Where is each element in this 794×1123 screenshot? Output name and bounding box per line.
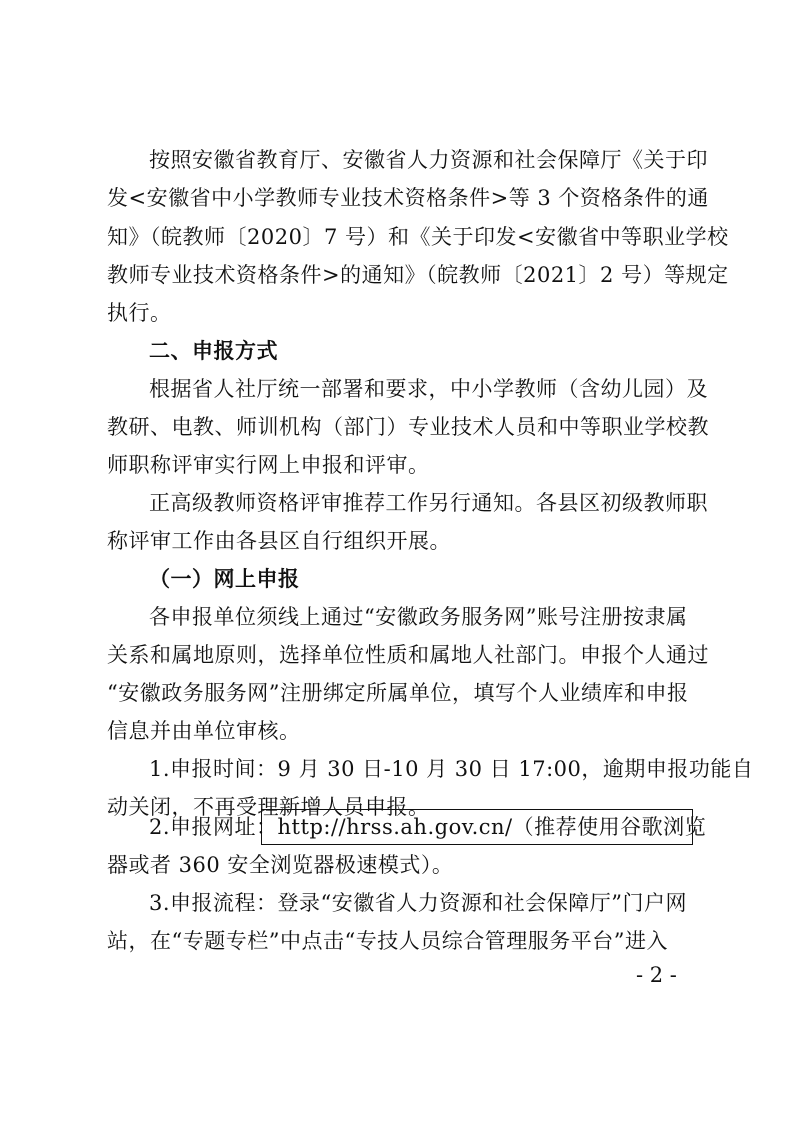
page-number: - 2 - <box>636 963 677 987</box>
list-item-text: 动关闭，不再受理新增人员申报。 <box>107 795 430 819</box>
body-text: 师职称评审实行网上申报和评审。 <box>107 453 430 477</box>
list-item-text: 3.申报流程：登录“安徽省人力资源和社会保障厅”门户网 <box>149 891 688 915</box>
list-item-text: 器或者 360 安全浏览器极速模式）。 <box>107 853 454 877</box>
body-text: 称评审工作由各县区自行组织开展。 <box>107 529 451 553</box>
section-heading: 二、申报方式 <box>149 339 278 363</box>
list-item-text: 2.申报网址：http://hrss.ah.gov.cn/（推荐使用谷歌浏览 <box>149 815 707 839</box>
body-text: 按照安徽省教育厅、安徽省人力资源和社会保障厅《关于印 <box>149 148 708 172</box>
body-text: 执行。 <box>107 301 172 325</box>
list-item-text: 1.申报时间：9 月 30 日-10 月 30 日 17:00，逾期申报功能自 <box>149 757 754 781</box>
body-text: “安徽政务服务网”注册绑定所属单位，填写个人业绩库和申报 <box>107 681 689 705</box>
body-text: 各申报单位须线上通过“安徽政务服务网”账号注册按隶属 <box>149 605 688 629</box>
body-text: 教师专业技术资格条件>的通知》（皖教师〔2021〕2 号）等规定 <box>107 263 729 287</box>
body-text: 发<安徽省中小学教师专业技术资格条件>等 3 个资格条件的通 <box>107 186 709 210</box>
body-text: 正高级教师资格评审推荐工作另行通知。各县区初级教师职 <box>149 491 708 515</box>
body-text: 关系和属地原则，选择单位性质和属地人社部门。申报个人通过 <box>107 643 709 667</box>
subsection-heading: （一）网上申报 <box>149 567 300 591</box>
body-text: 信息并由单位审核。 <box>107 719 301 743</box>
list-item-text: 站，在“专题专栏”中点击“专技人员综合管理服务平台”进入 <box>107 929 668 953</box>
body-text: 教研、电教、师训机构（部门）专业技术人员和中等职业学校教 <box>107 415 709 439</box>
body-text: 知》（皖教师〔2020〕7 号）和《关于印发<安徽省中等职业学校 <box>107 225 729 249</box>
body-text: 根据省人社厅统一部署和要求，中小学教师（含幼儿园）及 <box>149 377 708 401</box>
